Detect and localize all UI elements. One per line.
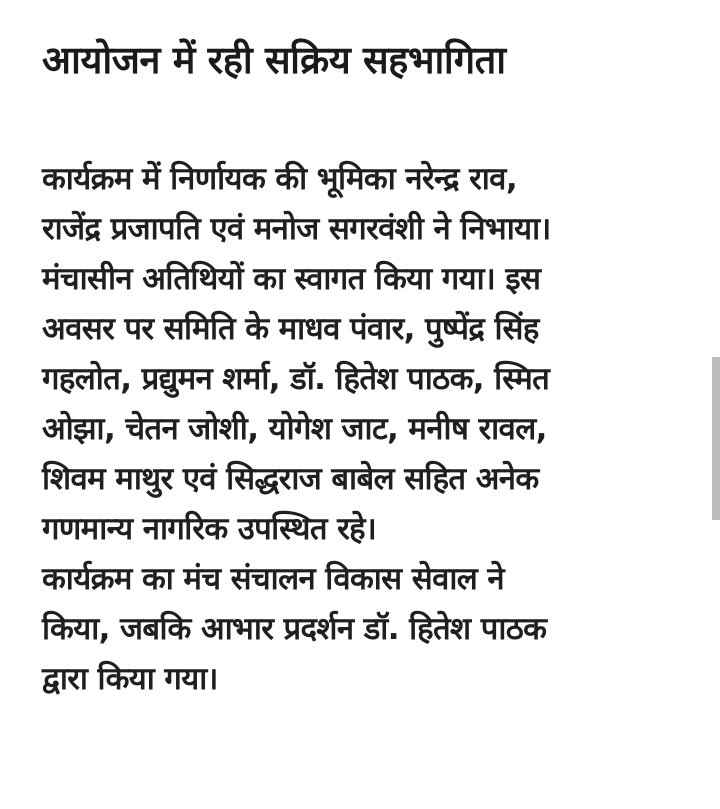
article-paragraph-2 [42, 554, 682, 704]
paragraph-line: मंचासीन अतिथियों का स्वागत किया गया। इस [42, 261, 541, 297]
paragraph-line: गणमान्य नागरिक उपस्थित रहे। [42, 511, 377, 547]
paragraph-line: गहलोत, प्रद्युमन शर्मा, डॉ. हितेश पाठक, स्मित [42, 361, 550, 397]
article-heading: आयोजन में रही सक्रिय सहभागिता [42, 38, 506, 82]
paragraph-line: कार्यक्रम का मंच संचालन विकास सेवाल ने [42, 561, 504, 597]
scrollbar-thumb[interactable] [712, 357, 720, 520]
paragraph-line: किया, जबकि आभार प्रदर्शन डॉ. हितेश पाठक [42, 611, 547, 647]
paragraph-line: ओझा, चेतन जोशी, योगेश जाट, मनीष रावल, [42, 411, 547, 447]
article-paragraph-1 [42, 154, 682, 554]
paragraph-line: शिवम माथुर एवं सिद्धराज बाबेल सहित अनेक [42, 461, 539, 497]
paragraph-line: कार्यक्रम में निर्णायक की भूमिका नरेन्द्र राव, [42, 161, 517, 197]
paragraph-line: राजेंद्र प्रजापति एवं मनोज सगरवंशी ने निभाया। [42, 211, 551, 247]
article [42, 20, 682, 704]
paragraph-line: अवसर पर समिति के माधव पंवार, पुष्पेंद्र सिंह [42, 311, 539, 347]
paragraph-line: द्वारा किया गया। [42, 661, 218, 697]
